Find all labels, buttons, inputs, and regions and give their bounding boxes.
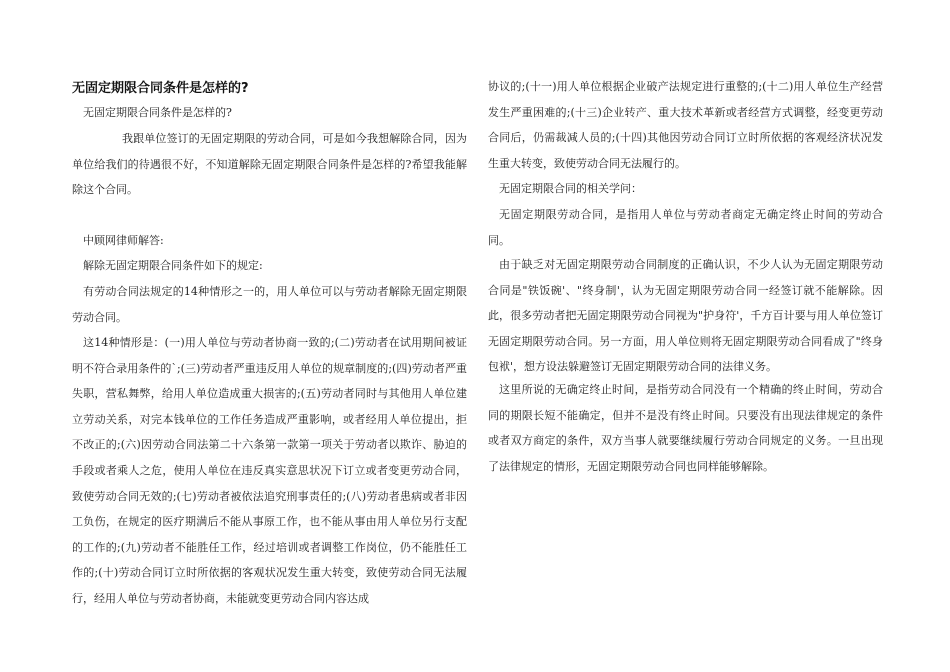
answer-label: 中顾网律师解答: [83, 234, 164, 247]
left-paragraph-1: 解除无固定期限合同条件如下的规定: [83, 259, 263, 272]
left-paragraph-3: 这14种情形是：(一)用人单位与劳动者协商一致的;(二)劳动者在试用期间被证明不符合录用条件的`;(三)劳动者严重违反用人单位的规章制度的;(四)劳动者严重失职，营私舞弊，给用人单位造成重大损害的;(五)劳动者同时与其他用人单位建立劳动关系，对完本钱单位的工作任务造成严重影响，或者经用人单位提出，拒不改正的;(六)因劳动合同法第二十六条第一款第一项关于劳动者以欺诈、胁迫的手段或者乘人之危，使用人单位在违反真实意思状况下订立或者变更劳动合同，致使劳动合同无效的;(七)劳动者被依法追究刑事责任的;(八)劳动者患病或者非因工负伤，在规定的医疗期满后不能从事原工作，也不能从事由用人单位另行支配的工作的;(九)劳动者不能胜任工作，经过培训或者调整工作岗位，仍不能胜任工作的;(十)劳动合同订立时所依据的客观状况发生重大转变，致使劳动合同无法履行，经用人单位与劳动者协商，未能就变更劳动合同内容达成 [72, 336, 467, 605]
right-paragraph-1: 协议的;(十一)用人单位根据企业破产法规定进行重整的;(十二)用人单位生产经营发生严重困难的;(十三)企业转产、重大技术革新或者经营方式调整，经变更劳动合同后，仍需裁减人员的;(十四)其他因劳动合同订立时所依据的客观经济状况发生重大转变，致使劳动合同无法履行的。 [488, 80, 883, 170]
right-paragraph-3: 无固定期限劳动合同，是指用人单位与劳动者商定无确定终止时间的劳动合同。 [488, 208, 883, 247]
right-paragraph-5: 这里所说的无确定终止时间，是指劳动合同没有一个精确的终止时间，劳动合同的期限长短不能确定，但并不是没有终止时间。只要没有出现法律规定的条件或者双方商定的条件，双方当事人就要继续履行劳动合同规定的义务。一旦出现了法律规定的情形，无固定期限劳动合同也同样能够解除。 [488, 383, 883, 473]
subtitle: 无固定期限合同条件是怎样的? [83, 106, 232, 119]
left-paragraph-2: 有劳动合同法规定的14种情形之一的，用人单位可以与劳动者解除无固定期限劳动合同。 [72, 285, 467, 324]
right-paragraph-4: 由于缺乏对无固定期限劳动合同制度的正确认识，不少人认为无固定期限劳动合同是"铁饭碗'、"终身制'，认为无固定期限劳动合同一经签订就不能解除。因此，很多劳动者把无固定期限劳动合同视为"护身符'，千方百计要与用人单位签订无固定期限劳动合同。另一方面，用人单位则将无固定期限劳动合同看成了"终身包袱'，想方设法躲避签订无固定期限劳动合同的法律义务。 [488, 258, 883, 374]
document-title: 无固定期限合同条件是怎样的? [72, 81, 249, 96]
question-paragraph: 我跟单位签订的无固定期限的劳动合同，可是如今我想解除合同，因为单位给我们的待遇很不好，不知道解除无固定期限合同条件是怎样的?希望我能解除这个合同。 [72, 132, 467, 197]
right-paragraph-2: 无固定期限合同的相关学问： [499, 182, 642, 195]
